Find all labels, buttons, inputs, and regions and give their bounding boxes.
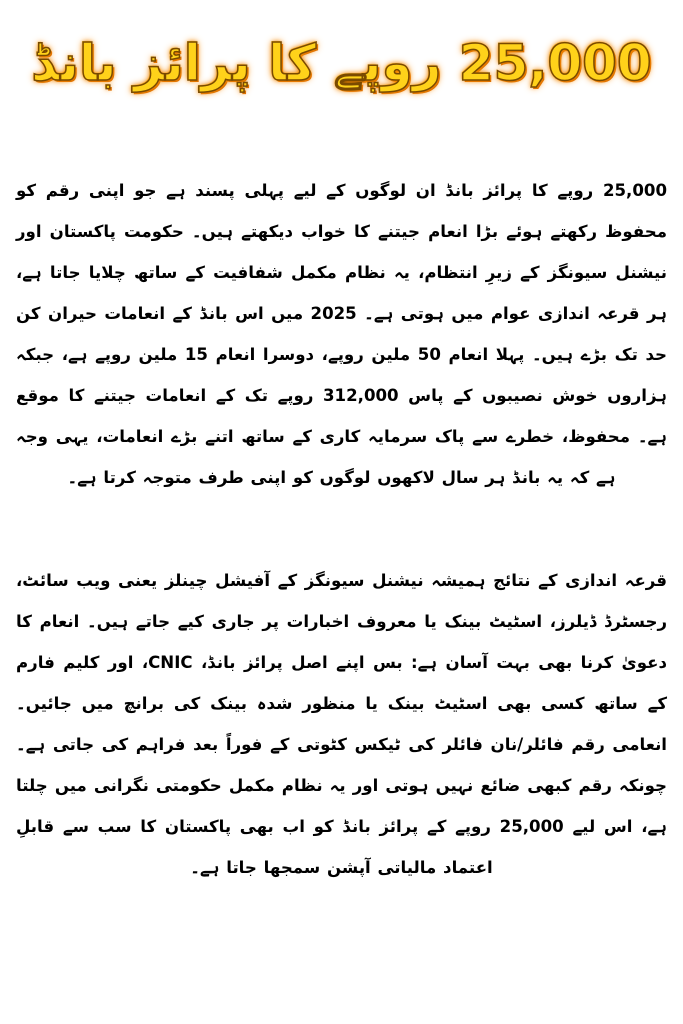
article-paragraph-intro: 25,000 روپے کا پرائز بانڈ ان لوگوں کے لیے پہلی پسند ہے جو اپنی رقم کو محفوظ رکھتے ہوئے بڑا انعام جیتنے کا خواب دیکھتے ہیں۔ حکومت پاکستان اور نیشنل سیونگز کے زیرِ انتظام، یہ نظام مکمل شفافیت کے ساتھ چلایا جاتا ہے، ہر قرعہ اندازی عوام میں ہوتی ہے۔ 2025 میں اس بانڈ کے انعامات حیران کن حد تک بڑے ہیں۔ پہلا انعام 50 ملین روپے، دوسرا انعام 15 ملین روپے ہے، جبکہ ہزاروں خوش نصیبوں کے پاس 312,000 روپے تک کے انعامات جیتنے کا موقع ہے۔ محفوظ، خطرے سے پاک سرمایہ کاری کے ساتھ اتنے بڑے انعامات، یہی وجہ ہے کہ یہ بانڈ ہر سال لاکھوں لوگوں کو اپنی طرف متوجہ کرتا ہے۔ — [16, 181, 667, 487]
article-paragraph-claim: قرعہ اندازی کے نتائج ہمیشہ نیشنل سیونگز کے آفیشل چینلز یعنی ویب سائٹ، رجسٹرڈ ڈیلرز، اسٹیٹ بینک یا معروف اخبارات پر جاری کیے جاتے ہیں۔ انعام کا دعویٰ کرنا بھی بہت آسان ہے: بس اپنے اصل پرائز بانڈ، CNIC، اور کلیم فارم کے ساتھ کسی بھی اسٹیٹ بینک یا منظور شدہ بینک کی برانچ میں جائیں۔ انعامی رقم فائلر/نان فائلر کی ٹیکس کٹوتی کے فوراً بعد فراہم کی جاتی ہے۔ چونکہ رقم کبھی ضائع نہیں ہوتی اور یہ نظام مکمل حکومتی نگرانی میں چلتا ہے، اس لیے 25,000 روپے کے پرائز بانڈ کو اب بھی پاکستان کا سب سے قابلِ اعتماد مالیاتی آپشن سمجھا جاتا ہے۔ — [16, 571, 667, 877]
page-title: 25,000 روپے کا پرائز بانڈ — [31, 34, 652, 92]
